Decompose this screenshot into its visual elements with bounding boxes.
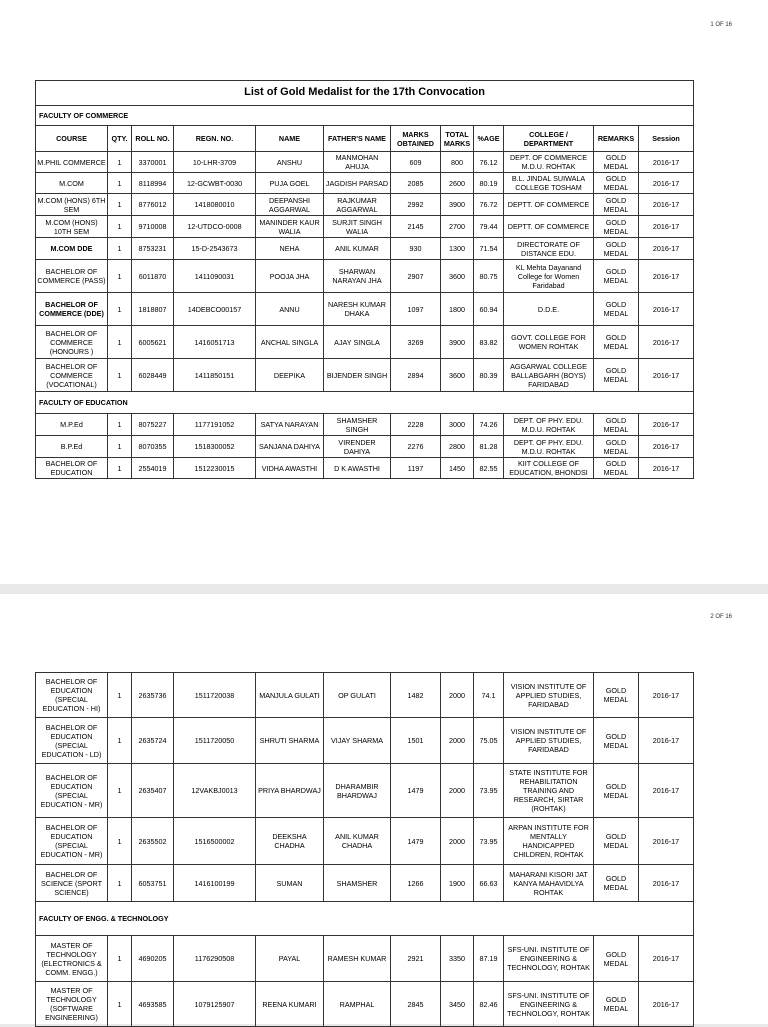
total-marks-cell: 3600 [441, 359, 474, 392]
page-number: 2 OF 16 [710, 614, 732, 620]
course-cell: BACHELOR OF COMMERCE (PASS) [36, 260, 108, 293]
fathers-name-cell: OP GULATI [324, 673, 391, 718]
name-cell: DEEPIKA [256, 359, 324, 392]
course-cell: M.P.Ed [36, 414, 108, 436]
total-marks-cell: 1450 [441, 458, 474, 479]
roll-no-cell: 8070355 [132, 436, 174, 458]
name-cell: PRIYA BHARDWAJ [256, 764, 324, 818]
faculty-row [36, 902, 694, 936]
course-cell: B.P.Ed [36, 436, 108, 458]
remarks-cell: GOLD MEDAL [594, 436, 639, 458]
percentage-cell: 73.95 [474, 818, 504, 865]
fathers-name-cell: NARESH KUMAR DHAKA [324, 293, 391, 326]
qty-cell: 1 [108, 260, 132, 293]
college-cell: KL Mehta Dayanand College for Women Faridabad [504, 260, 594, 293]
name-cell: ANSHU [256, 152, 324, 173]
regn-no-cell: 1512230015 [174, 458, 256, 479]
remarks-cell: GOLD MEDAL [594, 216, 639, 238]
regn-no-cell: 1177191052 [174, 414, 256, 436]
regn-no-cell: 1511720038 [174, 673, 256, 718]
session-cell: 2016-17 [639, 359, 694, 392]
college-cell: VISION INSTITUTE OF APPLIED STUDIES, FARIDABAD [504, 718, 594, 764]
document-page-2 [0, 594, 768, 1024]
session-cell: 2016-17 [639, 865, 694, 902]
regn-no-cell: 12-UTDCO-0008 [174, 216, 256, 238]
session-cell: 2016-17 [639, 936, 694, 982]
faculty-row [36, 106, 694, 126]
roll-no-cell: 6011870 [132, 260, 174, 293]
session-cell: 2016-17 [639, 152, 694, 173]
marks-obtained-cell: 2992 [391, 194, 441, 216]
course-cell: M.COM DDE [36, 238, 108, 260]
header-row [36, 126, 694, 152]
fathers-name-cell: ANIL KUMAR CHADHA [324, 818, 391, 865]
percentage-cell: 73.95 [474, 764, 504, 818]
marks-obtained-cell: 2894 [391, 359, 441, 392]
name-cell: ANCHAL SINGLA [256, 326, 324, 359]
marks-obtained-cell: 930 [391, 238, 441, 260]
roll-no-cell: 3370001 [132, 152, 174, 173]
marks-obtained-cell: 2845 [391, 982, 441, 1027]
table-row [36, 673, 694, 718]
regn-no-cell: 12VAKBJ0013 [174, 764, 256, 818]
name-header: NAME [256, 126, 324, 152]
fathers-name-cell: DHARAMBIR BHARDWAJ [324, 764, 391, 818]
session-cell: 2016-17 [639, 982, 694, 1027]
remarks-cell: GOLD MEDAL [594, 818, 639, 865]
course-cell: M.COM (HONS) 10TH SEM [36, 216, 108, 238]
fathers-name-cell: MANMOHAN AHUJA [324, 152, 391, 173]
roll-no-cell: 2635502 [132, 818, 174, 865]
college-cell: ARPAN INSTITUTE FOR MENTALLY HANDICAPPED CHILDREN, ROHTAK [504, 818, 594, 865]
table-row [36, 764, 694, 818]
name-cell: POOJA JHA [256, 260, 324, 293]
remarks-cell: GOLD MEDAL [594, 194, 639, 216]
title-row [36, 81, 694, 106]
fathers-name-cell: RAMESH KUMAR [324, 936, 391, 982]
remarks-cell: GOLD MEDAL [594, 718, 639, 764]
regn-no-cell: 1411850151 [174, 359, 256, 392]
course-cell: BACHELOR OF SCIENCE (SPORT SCIENCE) [36, 865, 108, 902]
table-row [36, 436, 694, 458]
regn-no-cell: 12-GCWBT-0030 [174, 173, 256, 194]
page-number: 1 OF 16 [710, 22, 732, 28]
name-cell: DEEKSHA CHADHA [256, 818, 324, 865]
marks-obtained-cell: 2085 [391, 173, 441, 194]
marks-obtained-cell: 1197 [391, 458, 441, 479]
name-cell: SUMAN [256, 865, 324, 902]
percentage-cell: 74.26 [474, 414, 504, 436]
fathers-name-cell: VIJAY SHARMA [324, 718, 391, 764]
marks-obtained-cell: 2907 [391, 260, 441, 293]
session-cell: 2016-17 [639, 436, 694, 458]
remarks-header: REMARKS [594, 126, 639, 152]
regn-no-cell: 1176290508 [174, 936, 256, 982]
marks-obtained-cell: 1479 [391, 818, 441, 865]
course-cell: BACHELOR OF EDUCATION [36, 458, 108, 479]
course-cell: BACHELOR OF EDUCATION (SPECIAL EDUCATION - HI) [36, 673, 108, 718]
session-cell: 2016-17 [639, 173, 694, 194]
qty-cell: 1 [108, 293, 132, 326]
roll-no-cell: 4693585 [132, 982, 174, 1027]
table-row [36, 936, 694, 982]
percentage-cell: 80.19 [474, 173, 504, 194]
qty-cell: 1 [108, 359, 132, 392]
total-marks-cell: 3450 [441, 982, 474, 1027]
regn-no-cell: 14DEBCO00157 [174, 293, 256, 326]
marks-obtained-cell: 2228 [391, 414, 441, 436]
fathers-name-cell: VIRENDER DAHIYA [324, 436, 391, 458]
total-marks-cell: 2600 [441, 173, 474, 194]
total-marks-cell: 3900 [441, 326, 474, 359]
percentage-cell: 76.12 [474, 152, 504, 173]
percentage-cell: 79.44 [474, 216, 504, 238]
percentage-cell: 81.28 [474, 436, 504, 458]
college-cell: GOVT. COLLEGE FOR WOMEN ROHTAK [504, 326, 594, 359]
course-cell: MASTER OF TECHNOLOGY (SOFTWARE ENGINEERING) [36, 982, 108, 1027]
fathers-name-cell: SHARWAN NARAYAN JHA [324, 260, 391, 293]
name-cell: MANJULA GULATI [256, 673, 324, 718]
name-cell: MANINDER KAUR WALIA [256, 216, 324, 238]
total-marks-header: TOTAL MARKS [441, 126, 474, 152]
qty-cell: 1 [108, 865, 132, 902]
marks-obtained-cell: 1097 [391, 293, 441, 326]
college-cell: AGGARWAL COLLEGE BALLABGARH (BOYS) FARIDABAD [504, 359, 594, 392]
roll-no-cell: 2635407 [132, 764, 174, 818]
regn-no-cell: 1079125907 [174, 982, 256, 1027]
gold-medalist-table-continued [35, 672, 694, 1027]
marks-obtained-cell: 2145 [391, 216, 441, 238]
percentage-cell: 71.54 [474, 238, 504, 260]
college-cell: B.L. JINDAL SUIWALA COLLEGE TOSHAM [504, 173, 594, 194]
session-cell: 2016-17 [639, 326, 694, 359]
faculty-heading: FACULTY OF ENGG. & TECHNOLOGY [36, 902, 694, 936]
percentage-cell: 80.39 [474, 359, 504, 392]
table-row [36, 414, 694, 436]
regn-no-cell: 1511720050 [174, 718, 256, 764]
regn-no-cell: 1518300052 [174, 436, 256, 458]
table-row [36, 326, 694, 359]
name-cell: NEHA [256, 238, 324, 260]
marks-obtained-cell: 3269 [391, 326, 441, 359]
percentage-cell: 80.75 [474, 260, 504, 293]
name-cell: VIDHA AWASTHI [256, 458, 324, 479]
regn-no-cell: 10-LHR-3709 [174, 152, 256, 173]
remarks-cell: GOLD MEDAL [594, 326, 639, 359]
course-cell: BACHELOR OF COMMERCE (DDE) [36, 293, 108, 326]
regn-no-cell: 1416100199 [174, 865, 256, 902]
roll-no-cell: 1818807 [132, 293, 174, 326]
college-cell: DEPTT. OF COMMERCE [504, 216, 594, 238]
qty-cell: 1 [108, 673, 132, 718]
college-cell: D.D.E. [504, 293, 594, 326]
percentage-cell: 83.82 [474, 326, 504, 359]
course-cell: BACHELOR OF COMMERCE (HONOURS ) [36, 326, 108, 359]
qty-cell: 1 [108, 152, 132, 173]
roll-no-cell: 6028449 [132, 359, 174, 392]
course-cell: M.COM (HONS) 6TH SEM [36, 194, 108, 216]
table-row [36, 260, 694, 293]
remarks-cell: GOLD MEDAL [594, 260, 639, 293]
qty-cell: 1 [108, 173, 132, 194]
course-cell: BACHELOR OF EDUCATION (SPECIAL EDUCATION - MR) [36, 764, 108, 818]
remarks-cell: GOLD MEDAL [594, 238, 639, 260]
remarks-cell: GOLD MEDAL [594, 414, 639, 436]
session-cell: 2016-17 [639, 458, 694, 479]
course-cell: MASTER OF TECHNOLOGY (ELECTRONICS & COMM. ENGG.) [36, 936, 108, 982]
marks-obtained-cell: 1479 [391, 764, 441, 818]
qty-cell: 1 [108, 414, 132, 436]
fathers-name-cell: SHAMSHER SINGH [324, 414, 391, 436]
session-cell: 2016-17 [639, 718, 694, 764]
total-marks-cell: 2000 [441, 718, 474, 764]
remarks-cell: GOLD MEDAL [594, 173, 639, 194]
college-cell: VISION INSTITUTE OF APPLIED STUDIES, FARIDABAD [504, 673, 594, 718]
table-row [36, 216, 694, 238]
fathers-name-cell: JAGDISH PARSAD [324, 173, 391, 194]
table-row [36, 818, 694, 865]
fathers-name-cell: SURJIT SINGH WALIA [324, 216, 391, 238]
table-row [36, 865, 694, 902]
faculty-row [36, 392, 694, 414]
session-cell: 2016-17 [639, 764, 694, 818]
marks-obtained-header: MARKS OBTAINED [391, 126, 441, 152]
course-cell: M.COM [36, 173, 108, 194]
course-cell: BACHELOR OF EDUCATION (SPECIAL EDUCATION - LD) [36, 718, 108, 764]
table-row [36, 238, 694, 260]
percentage-cell: 87.19 [474, 936, 504, 982]
table-row [36, 982, 694, 1027]
remarks-cell: GOLD MEDAL [594, 936, 639, 982]
college-cell: DEPT. OF PHY. EDU. M.D.U. ROHTAK [504, 436, 594, 458]
name-cell: DEEPANSHI AGGARWAL [256, 194, 324, 216]
college-header: COLLEGE / DEPARTMENT [504, 126, 594, 152]
table-row [36, 152, 694, 173]
college-cell: SFS-UNI. INSTITUTE OF ENGINEERING & TECHNOLOGY, ROHTAK [504, 982, 594, 1027]
name-cell: ANNU [256, 293, 324, 326]
fathers-name-cell: D K AWASTHI [324, 458, 391, 479]
total-marks-cell: 1900 [441, 865, 474, 902]
total-marks-cell: 3900 [441, 194, 474, 216]
faculty-heading: FACULTY OF EDUCATION [36, 392, 694, 414]
regn-no-cell: 1418080010 [174, 194, 256, 216]
fathers-name-cell: ANIL KUMAR [324, 238, 391, 260]
marks-obtained-cell: 2276 [391, 436, 441, 458]
gold-medalist-table [35, 80, 694, 479]
total-marks-cell: 1800 [441, 293, 474, 326]
qty-header: QTY. [108, 126, 132, 152]
fathers-name-cell: RAJKUMAR AGGARWAL [324, 194, 391, 216]
roll-no-cell: 2635736 [132, 673, 174, 718]
fathers-name-header: FATHER'S NAME [324, 126, 391, 152]
regn-no-cell: 15-D-2543673 [174, 238, 256, 260]
roll-no-cell: 8075227 [132, 414, 174, 436]
total-marks-cell: 3000 [441, 414, 474, 436]
college-cell: DIRECTORATE OF DISTANCE EDU. [504, 238, 594, 260]
qty-cell: 1 [108, 982, 132, 1027]
roll-no-cell: 8118994 [132, 173, 174, 194]
total-marks-cell: 1300 [441, 238, 474, 260]
session-header: Session [639, 126, 694, 152]
qty-cell: 1 [108, 936, 132, 982]
course-cell: M.PHIL COMMERCE [36, 152, 108, 173]
roll-no-cell: 8753231 [132, 238, 174, 260]
course-cell: BACHELOR OF EDUCATION (SPECIAL EDUCATION - MR) [36, 818, 108, 865]
qty-cell: 1 [108, 764, 132, 818]
session-cell: 2016-17 [639, 818, 694, 865]
remarks-cell: GOLD MEDAL [594, 673, 639, 718]
marks-obtained-cell: 609 [391, 152, 441, 173]
course-header: COURSE [36, 126, 108, 152]
roll-no-cell: 6053751 [132, 865, 174, 902]
total-marks-cell: 2000 [441, 764, 474, 818]
roll-no-cell: 8776012 [132, 194, 174, 216]
faculty-heading: FACULTY OF COMMERCE [36, 106, 694, 126]
percentage-cell: 76.72 [474, 194, 504, 216]
marks-obtained-cell: 1266 [391, 865, 441, 902]
remarks-cell: GOLD MEDAL [594, 982, 639, 1027]
percentage-cell: 82.55 [474, 458, 504, 479]
table-row [36, 293, 694, 326]
marks-obtained-cell: 2921 [391, 936, 441, 982]
name-cell: PAYAL [256, 936, 324, 982]
table-row [36, 718, 694, 764]
session-cell: 2016-17 [639, 194, 694, 216]
name-cell: SHRUTI SHARMA [256, 718, 324, 764]
fathers-name-cell: AJAY SINGLA [324, 326, 391, 359]
roll-no-header: ROLL NO. [132, 126, 174, 152]
college-cell: STATE INSTITUTE FOR REHABILITATION TRAINING AND RESEARCH, SIRTAR (ROHTAK) [504, 764, 594, 818]
fathers-name-cell: BIJENDER SINGH [324, 359, 391, 392]
fathers-name-cell: SHAMSHER [324, 865, 391, 902]
session-cell: 2016-17 [639, 414, 694, 436]
fathers-name-cell: RAMPHAL [324, 982, 391, 1027]
percentage-cell: 82.46 [474, 982, 504, 1027]
session-cell: 2016-17 [639, 216, 694, 238]
marks-obtained-cell: 1482 [391, 673, 441, 718]
college-cell: DEPTT. OF COMMERCE [504, 194, 594, 216]
college-cell: SFS-UNI. INSTITUTE OF ENGINEERING & TECHNOLOGY, ROHTAK [504, 936, 594, 982]
name-cell: REENA KUMARI [256, 982, 324, 1027]
table-row [36, 173, 694, 194]
qty-cell: 1 [108, 436, 132, 458]
marks-obtained-cell: 1501 [391, 718, 441, 764]
session-cell: 2016-17 [639, 260, 694, 293]
remarks-cell: GOLD MEDAL [594, 458, 639, 479]
college-cell: KIIT COLLEGE OF EDUCATION, BHONDSI [504, 458, 594, 479]
total-marks-cell: 2000 [441, 818, 474, 865]
session-cell: 2016-17 [639, 238, 694, 260]
percentage-cell: 60.94 [474, 293, 504, 326]
table-title: List of Gold Medalist for the 17th Convocation [36, 81, 694, 106]
college-cell: MAHARANI KISORI JAT KANYA MAHAVIDLYA ROHTAK [504, 865, 594, 902]
total-marks-cell: 2700 [441, 216, 474, 238]
total-marks-cell: 800 [441, 152, 474, 173]
name-cell: SANJANA DAHIYA [256, 436, 324, 458]
roll-no-cell: 2635724 [132, 718, 174, 764]
qty-cell: 1 [108, 216, 132, 238]
regn-no-header: REGN. NO. [174, 126, 256, 152]
course-cell: BACHELOR OF COMMERCE (VOCATIONAL) [36, 359, 108, 392]
qty-cell: 1 [108, 238, 132, 260]
total-marks-cell: 3600 [441, 260, 474, 293]
regn-no-cell: 1416051713 [174, 326, 256, 359]
percentage-cell: 75.05 [474, 718, 504, 764]
table-row [36, 359, 694, 392]
qty-cell: 1 [108, 458, 132, 479]
qty-cell: 1 [108, 818, 132, 865]
remarks-cell: GOLD MEDAL [594, 152, 639, 173]
name-cell: SATYA NARAYAN [256, 414, 324, 436]
roll-no-cell: 2554019 [132, 458, 174, 479]
roll-no-cell: 4690205 [132, 936, 174, 982]
qty-cell: 1 [108, 718, 132, 764]
college-cell: DEPT. OF PHY. EDU. M.D.U. ROHTAK [504, 414, 594, 436]
regn-no-cell: 1411090031 [174, 260, 256, 293]
total-marks-cell: 2000 [441, 673, 474, 718]
college-cell: DEPT. OF COMMERCE M.D.U. ROHTAK [504, 152, 594, 173]
qty-cell: 1 [108, 326, 132, 359]
remarks-cell: GOLD MEDAL [594, 764, 639, 818]
roll-no-cell: 9710008 [132, 216, 174, 238]
remarks-cell: GOLD MEDAL [594, 359, 639, 392]
roll-no-cell: 6005621 [132, 326, 174, 359]
qty-cell: 1 [108, 194, 132, 216]
regn-no-cell: 1516500002 [174, 818, 256, 865]
percentage-header: %AGE [474, 126, 504, 152]
total-marks-cell: 2800 [441, 436, 474, 458]
remarks-cell: GOLD MEDAL [594, 293, 639, 326]
total-marks-cell: 3350 [441, 936, 474, 982]
table-row [36, 458, 694, 479]
name-cell: PUJA GOEL [256, 173, 324, 194]
percentage-cell: 74.1 [474, 673, 504, 718]
session-cell: 2016-17 [639, 293, 694, 326]
table-row [36, 194, 694, 216]
percentage-cell: 66.63 [474, 865, 504, 902]
session-cell: 2016-17 [639, 673, 694, 718]
remarks-cell: GOLD MEDAL [594, 865, 639, 902]
